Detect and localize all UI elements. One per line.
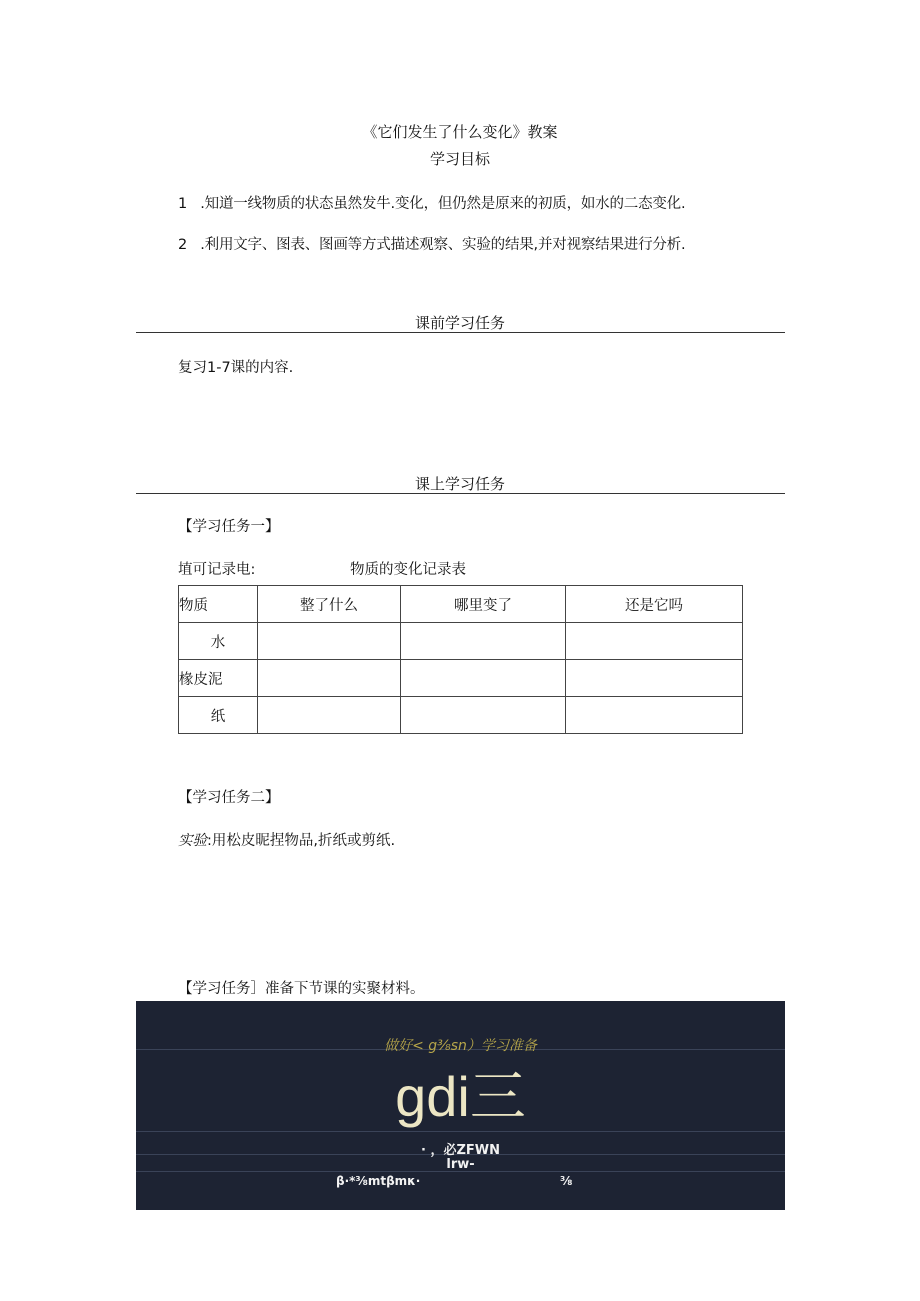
table-row <box>179 697 743 734</box>
task2-text <box>178 829 395 850</box>
table-cell: 纸 <box>179 697 258 734</box>
document-title: 《它们发生了什么变化》教案 <box>362 123 558 141</box>
section-divider <box>136 332 785 333</box>
table-cell: 椽皮泥 <box>179 660 258 697</box>
task2-body: :用松皮昵捏物品,折纸或剪纸. <box>207 833 396 849</box>
learning-goals-heading: 学习目标 <box>429 150 490 168</box>
record-table <box>178 585 743 734</box>
table-cell <box>566 660 743 697</box>
goal-item-1: 1 .知道一线物质的状态虽然发牛.变化，但仍然是原来的初质，如水的二态变化. <box>178 196 686 212</box>
promo-banner <box>136 1001 785 1210</box>
in-class-heading: 课上学习任务 <box>414 475 505 493</box>
section-divider <box>136 493 785 494</box>
table-header-cell: 整了什么 <box>258 586 401 623</box>
table-header-row <box>179 586 743 623</box>
table-cell <box>258 697 401 734</box>
record-prefix: 埴可记录电: <box>178 562 256 578</box>
table-cell <box>258 623 401 660</box>
table-cell <box>258 660 401 697</box>
table-cell: 水 <box>179 623 258 660</box>
table-header-cell: 还是它吗 <box>566 586 743 623</box>
banner-tagline: 做好< g⅜sn）学习准备 <box>384 1038 537 1054</box>
table-cell <box>401 660 566 697</box>
banner-text-line: β·*⅜mtβmκ· <box>336 1174 421 1188</box>
task2-label: 【学习任务二】 <box>178 790 280 806</box>
table-header-cell: 哪里变了 <box>401 586 566 623</box>
record-table-title: 物质的变化记录表 <box>350 562 466 578</box>
table-cell <box>401 623 566 660</box>
pre-class-heading: 课前学习任务 <box>414 314 505 332</box>
banner-text-line: · ，必ZFWN <box>421 1143 500 1158</box>
table-cell <box>566 623 743 660</box>
banner-text-line: ⅜ <box>560 1174 573 1188</box>
table-cell <box>566 697 743 734</box>
goal-item-2: 2 .利用文字、图表、图画等方式描述观察、实验的结果,并对视察结果进行分析. <box>178 237 686 253</box>
banner-headline: gdi三 <box>395 1065 526 1128</box>
pre-class-text: 复习1-7课的内容. <box>178 360 294 376</box>
task2-italic: 实验 <box>178 833 207 849</box>
table-cell <box>401 697 566 734</box>
table-row <box>179 623 743 660</box>
table-row <box>179 660 743 697</box>
task1-label: 【学习任务一】 <box>178 519 280 535</box>
table-header-cell: 物质 <box>179 586 258 623</box>
banner-text-line: lrw- <box>446 1157 475 1172</box>
task3-text: 【学习任务］准备下节课的实聚材料。 <box>178 981 425 997</box>
